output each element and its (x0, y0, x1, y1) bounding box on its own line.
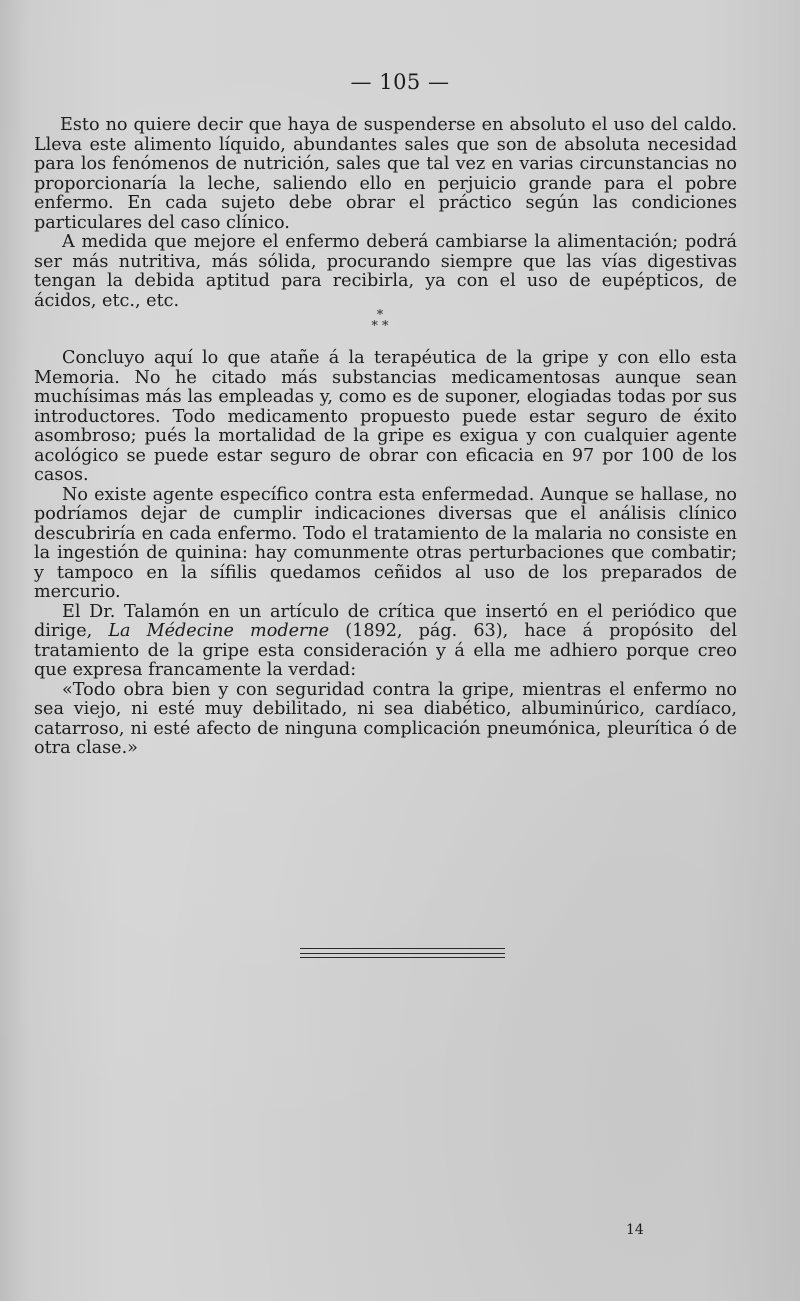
asterism-separator (360, 310, 400, 340)
end-rule-bottom (300, 957, 505, 958)
paragraph-talamon (34, 603, 737, 681)
page-number: — 105 — (350, 70, 450, 94)
paragraph-alimentacion: A medida que mejore el enfermo deberá cambiarse la alimentación; podrá ser más nutritiva, más sólida, procurando siempre que las vías digestivas tengan la debida aptitud para recibirla, ya con el uso de eupépticos, de ácidos, etc., etc. (34, 232, 737, 311)
talamon-text-before: El Dr. Talamón en un artículo de crítica que insertó en el periódico que dirige, (34, 601, 737, 641)
journal-title: La Médecine moderne (108, 621, 330, 641)
text-block-diet (34, 116, 737, 311)
paragraph-quote: «Todo obra bien y con seguridad contra la gripe, mientras el enfermo no sea viejo, ni esté muy debilitado, ni sea diabético, albuminúrico, cardíaco, catarroso, ni esté afecto de ninguna complicación pneumónica, pleurítica ó de otra clase.» (34, 679, 737, 758)
end-rule-top (300, 948, 505, 949)
signature-mark: 14 (626, 1222, 644, 1238)
asterism-top: * (376, 308, 384, 323)
paragraph-caldo: Esto no quiere decir que haya de suspenderse en absoluto el uso del caldo. Lleva este alimento líquido, abundantes sales que son de absoluta necesidad para los fenómenos de nutrición, sales que tal vez en varias circunstancias no proporcionaría la leche, saliendo ello en perjuicio grande para el pobre enfermo. En cada sujeto debe obrar el práctico según las condiciones particulares del caso clínico. (34, 115, 737, 233)
asterism-bottom: * * (371, 319, 389, 334)
talamon-text-after: (1892, pág. 63), hace á propósito del tratamiento de la gripe esta consideración y á ella me adhiero porque creo que expresa francamente la verdad: (34, 621, 737, 680)
text-block-conclusion (34, 349, 737, 759)
paragraph-concluyo: Concluyo aquí lo que atañe á la terapéutica de la gripe y con ello esta Memoria. No he citado más substancias medicamentosas aunque sean muchísimas más las empleadas y, como es de suponer, elogiadas todas por sus introductores. Todo medicamento propuesto puede estar seguro de éxito asombroso; pués la mortalidad de la gripe es exigua y con cualquier agente acológico se puede estar seguro de obrar con eficacia en 97 por 100 de los casos. (34, 348, 737, 485)
end-rule-middle (300, 953, 505, 954)
paragraph-no-existe: No existe agente específico contra esta enfermedad. Aunque se hallase, no podríamos dejar de cumplir indicaciones diversas que el análisis clínico descubriría en cada enfermo. Todo el tratamiento de la malaria no consiste en la ingestión de quinina: hay comunmente otras perturbaciones que combatir; y tampoco en la sífilis quedamos ceñidos al uso de los preparados de mercurio. (34, 484, 737, 602)
